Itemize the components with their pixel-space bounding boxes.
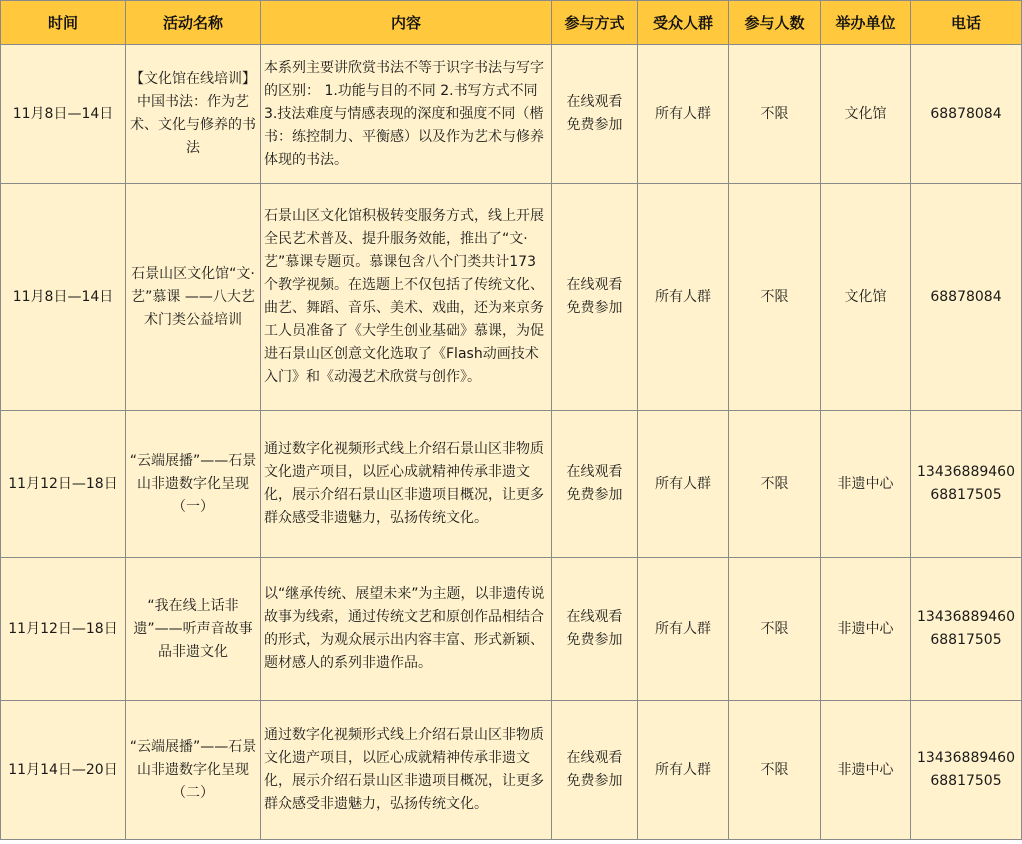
- content-cell: 本系列主要讲欣赏书法不等于识字书法与写字的区别： 1.功能与目的不同 2.书写方式不同 3.技法难度与情感表现的深度和强度不同（楷书：练控制力、平衡感）以及作为艺术与修养体现的书法。: [261, 45, 552, 184]
- content-cell: 石景山区文化馆积极转变服务方式，线上开展全民艺术普及、提升服务效能，推出了“文·艺”慕课专题页。慕课包含八个门类共计173个教学视频。在选题上不仅包括了传统文化、曲艺、舞蹈、音乐、美术、戏曲，还为来京务工人员准备了《大学生创业基础》慕课，为促进石景山区创意文化选取了《Flash动画技术入门》和《动漫艺术欣赏与创作》。: [261, 184, 552, 411]
- organizer-cell: 文化馆: [821, 184, 911, 411]
- table-row: [1, 184, 1022, 411]
- time-cell: 11月12日—18日: [1, 411, 126, 558]
- content-cell: 通过数字化视频形式线上介绍石景山区非物质文化遗产项目，以匠心成就精神传承非遗文化，展示介绍石景山区非遗项目概况，让更多群众感受非遗魅力，弘扬传统文化。: [261, 701, 552, 840]
- organizer-cell: 非遗中心: [821, 411, 911, 558]
- table-row: [1, 558, 1022, 701]
- audience-cell: 所有人群: [638, 45, 729, 184]
- method-cell: 在线观看 免费参加: [552, 184, 638, 411]
- organizer-cell: 非遗中心: [821, 558, 911, 701]
- table-row: [1, 45, 1022, 184]
- activity-name-cell: 石景山区文化馆“文·艺”慕课 ——八大艺术门类公益培训: [126, 184, 261, 411]
- header-content: 内容: [261, 1, 552, 45]
- activity-name-cell: “云端展播”——石景山非遗数字化呈现（二）: [126, 701, 261, 840]
- time-cell: 11月12日—18日: [1, 558, 126, 701]
- header-organizer: 举办单位: [821, 1, 911, 45]
- organizer-cell: 非遗中心: [821, 701, 911, 840]
- header-activity-name: 活动名称: [126, 1, 261, 45]
- method-cell: 在线观看 免费参加: [552, 45, 638, 184]
- activity-name-cell: “我在线上话非遗”——听声音故事品非遗文化: [126, 558, 261, 701]
- table-row: [1, 411, 1022, 558]
- method-cell: 在线观看 免费参加: [552, 701, 638, 840]
- table-row: [1, 701, 1022, 840]
- phone-cell: 68878084: [911, 45, 1022, 184]
- count-cell: 不限: [729, 184, 821, 411]
- count-cell: 不限: [729, 411, 821, 558]
- audience-cell: 所有人群: [638, 558, 729, 701]
- time-cell: 11月8日—14日: [1, 184, 126, 411]
- phone-cell: 13436889460 68817505: [911, 558, 1022, 701]
- method-cell: 在线观看 免费参加: [552, 558, 638, 701]
- audience-cell: 所有人群: [638, 184, 729, 411]
- phone-cell: 13436889460 68817505: [911, 411, 1022, 558]
- phone-cell: 68878084: [911, 184, 1022, 411]
- organizer-cell: 文化馆: [821, 45, 911, 184]
- header-participation-method: 参与方式: [552, 1, 638, 45]
- content-cell: 以“继承传统、展望未来”为主题，以非遗传说故事为线索，通过传统文艺和原创作品相结合的形式，为观众展示出内容丰富、形式新颖、题材感人的系列非遗作品。: [261, 558, 552, 701]
- activity-name-cell: “云端展播”——石景山非遗数字化呈现（一）: [126, 411, 261, 558]
- audience-cell: 所有人群: [638, 411, 729, 558]
- count-cell: 不限: [729, 45, 821, 184]
- content-cell: 通过数字化视频形式线上介绍石景山区非物质文化遗产项目，以匠心成就精神传承非遗文化，展示介绍石景山区非遗项目概况，让更多群众感受非遗魅力，弘扬传统文化。: [261, 411, 552, 558]
- header-participant-count: 参与人数: [729, 1, 821, 45]
- phone-cell: 13436889460 68817505: [911, 701, 1022, 840]
- method-cell: 在线观看 免费参加: [552, 411, 638, 558]
- time-cell: 11月14日—20日: [1, 701, 126, 840]
- activity-name-cell: 【文化馆在线培训】中国书法：作为艺术、文化与修养的书法: [126, 45, 261, 184]
- count-cell: 不限: [729, 558, 821, 701]
- audience-cell: 所有人群: [638, 701, 729, 840]
- count-cell: 不限: [729, 701, 821, 840]
- header-audience: 受众人群: [638, 1, 729, 45]
- header-row: [1, 1, 1022, 45]
- time-cell: 11月8日—14日: [1, 45, 126, 184]
- header-time: 时间: [1, 1, 126, 45]
- header-phone: 电话: [911, 1, 1022, 45]
